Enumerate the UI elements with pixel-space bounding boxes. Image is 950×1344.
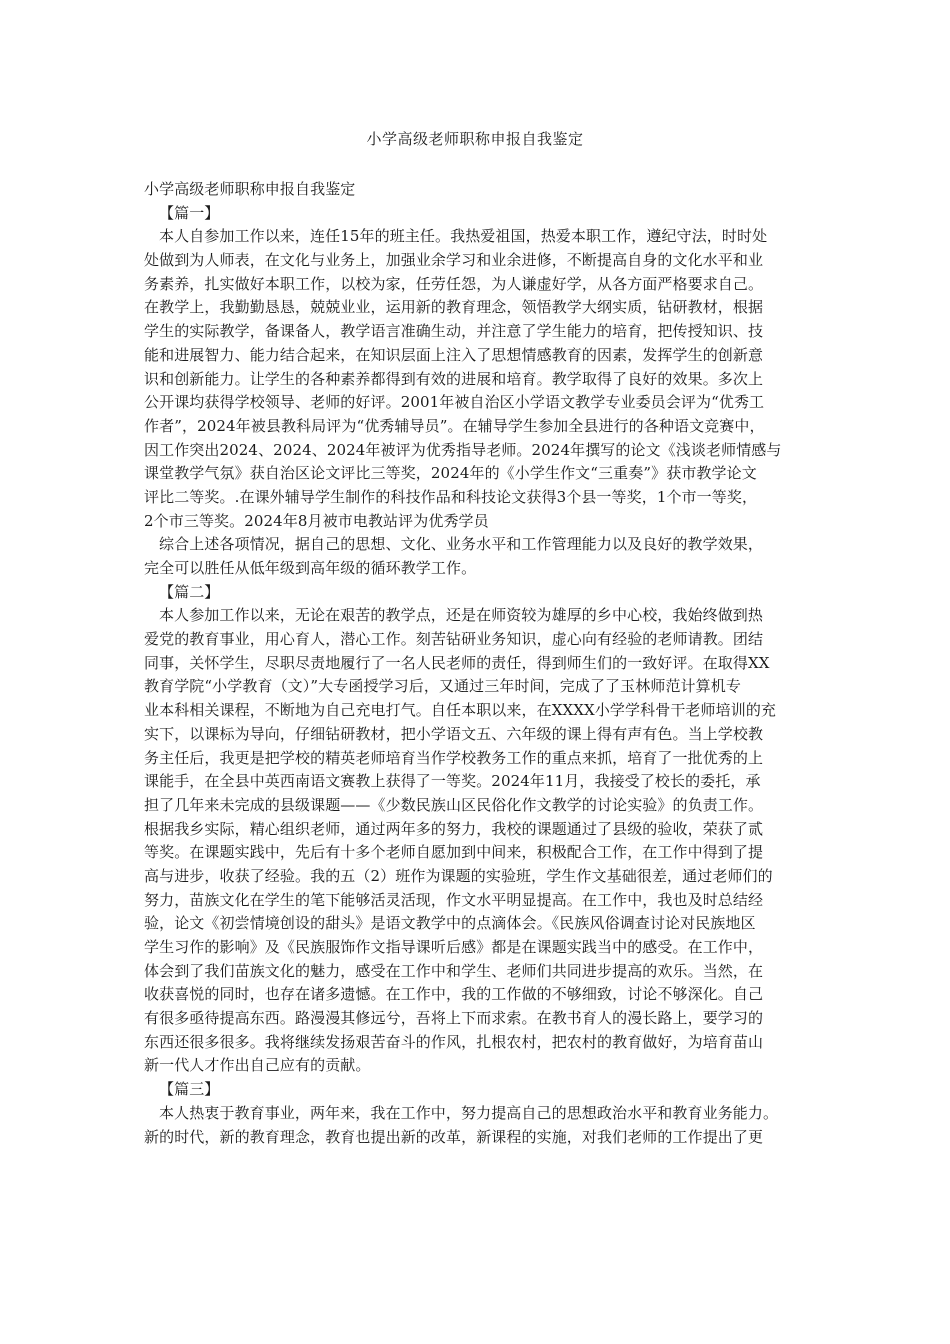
paragraph-line: 本人热衷于教育事业，两年来，我在工作中，努力提高自己的思想政治水平和教育业务能力。 — [159, 1103, 779, 1122]
paragraph-line: 收获喜悦的同时，也存在诸多遗憾。在工作中，我的工作做的不够细致，讨论不够深化。自己 — [144, 985, 764, 1004]
document-body — [144, 178, 816, 1149]
paragraph-line: 课能手，在全县中英西南语文赛教上获得了一等奖。2024年11月，我接受了校长的委托，承 — [144, 772, 761, 791]
paragraph-line: 因工作突出2024、2024、2024年被评为优秀指导老师。2024年撰写的论文《浅谈老师情感与 — [144, 440, 782, 459]
section-heading: 【篇二】 — [159, 582, 220, 601]
paragraph-line: 识和创新能力。让学生的各种素养都得到有效的进展和培育。教学取得了良好的效果。多次上 — [144, 369, 764, 388]
paragraph-line: 业本科相关课程，不断地为自己充电打气。自任本职以来，在XXXX小学学科骨干老师培训的充 — [144, 701, 777, 720]
paragraph-line: 学生的实际教学，备课备人，教学语言准确生动，并注意了学生能力的培育，把传授知识、技 — [144, 322, 764, 341]
paragraph-line: 实下，以课标为导向，仔细钻研教材，把小学语文五、六年级的课上得有声有色。当上学校教 — [144, 724, 764, 743]
paragraph-line: 同事，关怀学生，尽职尽责地履行了一名人民老师的责任，得到师生们的一致好评。在取得XX — [144, 653, 770, 672]
paragraph-line: 有很多亟待提高东西。路漫漫其修远兮，吾将上下而求索。在教书育人的漫长路上，要学习的 — [144, 1009, 764, 1028]
paragraph-line: 等奖。在课题实践中，先后有十多个老师自愿加到中间来，积极配合工作，在工作中得到了提 — [144, 843, 764, 862]
paragraph-line: 公开课均获得学校领导、老师的好评。2001年被自治区小学语文教学专业委员会评为“优秀工 — [144, 393, 765, 412]
paragraph-line: 东西还很多很多。我将继续发扬艰苦奋斗的作风，扎根农村，把农村的教育做好，为培育苗山 — [144, 1032, 764, 1051]
paragraph-line: 务素养，扎实做好本职工作，以校为家，任劳任怨，为人谦虚好学，从各方面严格要求自己。 — [144, 274, 764, 293]
document-title: 小学高级老师职称申报自我鉴定 — [366, 130, 584, 148]
paragraph-line: 处做到为人师表，在文化与业务上，加强业余学习和业余进修，不断提高自身的文化水平和业 — [144, 251, 764, 270]
section-heading: 【篇三】 — [159, 1080, 220, 1099]
paragraph-line: 能和进展智力、能力结合起来，在知识层面上注入了思想情感教育的因素，发挥学生的创新意 — [144, 345, 764, 364]
paragraph-line: 高与进步，收获了经验。我的五（2）班作为课题的实验班，学生作文基础很差，通过老师们的 — [144, 866, 773, 885]
paragraph-line: 学生习作的影响》及《民族服饰作文指导课听后感》都是在课题实践当中的感受。在工作中， — [144, 938, 764, 956]
paragraph-line: 完全可以胜任从低年级到高年级的循环教学工作。 — [144, 559, 477, 577]
paragraph-line: 爱党的教育事业，用心育人，潜心工作。刻苦钻研业务知识，虚心向有经验的老师请教。团结 — [144, 630, 764, 649]
paragraph-line: 课堂教学气氛》获自治区论文评比三等奖，2024年的《小学生作文“三重奏”》获市教学论文 — [144, 464, 757, 483]
paragraph-line: 本人参加工作以来，无论在艰苦的教学点，还是在师资较为雄厚的乡中心校，我始终做到热 — [159, 606, 764, 625]
paragraph-line: 务主任后，我更是把学校的精英老师培育当作学校教务工作的重点来抓，培育了一批优秀的上 — [144, 748, 764, 767]
paragraph-line: 新一代人才作出自己应有的贡献。 — [144, 1056, 371, 1075]
paragraph-line: 新的时代，新的教育理念，教育也提出新的改革，新课程的实施，对我们老师的工作提出了更 — [144, 1127, 764, 1146]
paragraph-line: 体会到了我们苗族文化的魅力，感受在工作中和学生、老师们共同进步提高的欢乐。当然，在 — [144, 961, 764, 980]
paragraph-line: 本人自参加工作以来，连任15年的班主任。我热爱祖国，热爱本职工作，遵纪守法，时时处 — [159, 227, 768, 246]
paragraph-line: 作者”，2024年被县教科局评为“优秀辅导员”。在辅导学生参加全县进行的各种语文竞赛中， — [144, 416, 765, 435]
paragraph-line: 评比二等奖。.在课外辅导学生制作的科技作品和科技论文获得3个县一等奖，1个市一等奖， — [144, 487, 758, 506]
document-subtitle: 小学高级老师职称申报自我鉴定 — [144, 180, 356, 198]
paragraph-line: 教育学院“小学教育（文）”大专函授学习后，又通过三年时间，完成了了玉林师范计算机专 — [144, 677, 741, 696]
paragraph-line: 综合上述各项情况，据自己的思想、文化、业务水平和工作管理能力以及良好的教学效果， — [159, 535, 764, 554]
paragraph-line: 根据我乡实际，精心组织老师，通过两年多的努力，我校的课题通过了县级的验收，荣获了贰 — [144, 819, 764, 838]
paragraph-line: 努力，苗族文化在学生的笔下能够活灵活现，作文水平明显提高。在工作中，我也及时总结经 — [144, 890, 764, 909]
paragraph-line: 2个市三等奖。2024年8月被市电教站评为优秀学员 — [144, 511, 489, 530]
section-heading: 【篇一】 — [159, 203, 220, 222]
paragraph-line: 验，论文《初尝情境创设的甜头》是语文教学中的点滴体会。《民族风俗调查讨论对民族地区 — [144, 914, 756, 933]
paragraph-line: 在教学上，我勤勤恳恳，兢兢业业，运用新的教育理念，领悟教学大纲实质，钻研教材，根据 — [144, 298, 764, 317]
paragraph-line: 担了几年来未完成的县级课题——《少数民族山区民俗化作文教学的讨论实验》的负责工作。 — [144, 795, 764, 814]
